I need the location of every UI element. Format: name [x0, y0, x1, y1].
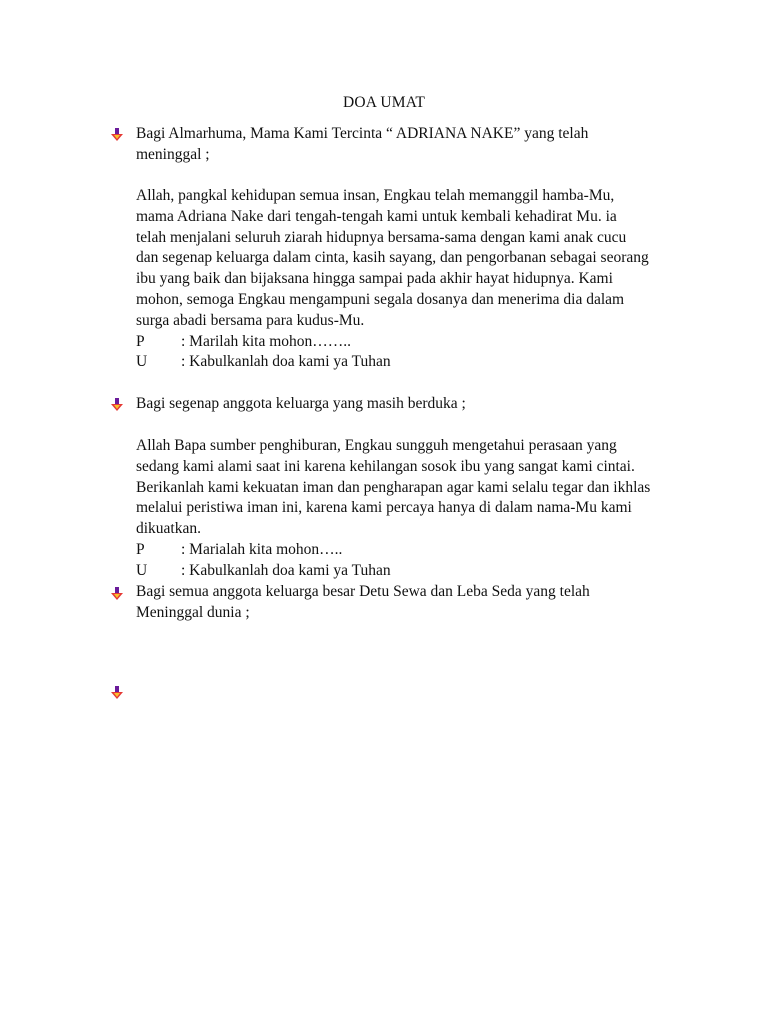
- response-text: : Marialah kita mohon…..: [181, 540, 343, 558]
- response-speaker: P: [136, 540, 145, 558]
- response-speaker: U: [136, 561, 148, 579]
- arrow-bullet-icon: [110, 587, 124, 601]
- response-speaker: P: [136, 332, 145, 350]
- intention-3-heading: Bagi semua anggota keluarga besar Detu Sewa dan Leba Seda yang telah Meninggal dunia ;: [136, 583, 590, 621]
- intention-2-heading: Bagi segenap anggota keluarga yang masih berduka ;: [136, 395, 466, 412]
- response-text: : Kabulkanlah doa kami ya Tuhan: [181, 353, 391, 371]
- response-line: [136, 352, 696, 373]
- response-text: : Kabulkanlah doa kami ya Tuhan: [181, 561, 391, 579]
- intention-1-prayer: Allah, pangkal kehidupan semua insan, Engkau telah memanggil hamba-Mu, mama Adriana Nake dari tengah-tengah kami untuk kembali kehadirat Mu. ia telah menjalani seluruh ziarah hidupnya bersama-sama dengan kami anak cucu dan segenap keluarga dalam cinta, kasih sayang, dan pengorbanan sebagai seorang ibu yang baik dan bijaksana hingga sampai pada akhir hayat hidupnya. Kami mohon, semoga Engkau mengampuni segala dosanya dan menerima dia dalam surga abadi bersama para kudus-Mu. P : Marilah kita mohon…….. U : Kabulkanlah doa kami ya Tuhan: [136, 186, 696, 373]
- response-text: : Marilah kita mohon……..: [181, 332, 352, 350]
- arrow-bullet-icon: [110, 398, 124, 412]
- arrow-bullet-icon: [110, 128, 124, 142]
- intention-1-heading: Bagi Almarhuma, Mama Kami Tercinta “ ADRIANA NAKE” yang telah meninggal ;: [136, 125, 589, 163]
- response-line: [136, 561, 696, 582]
- response-speaker: U: [136, 353, 148, 371]
- intention-2-prayer: Allah Bapa sumber penghiburan, Engkau sungguh mengetahui perasaan yang sedang kami alami saat ini karena kehilangan sosok ibu yang sangat kami cintai. Berikanlah kami kekuatan iman dan pengharapan agar kami selalu tegar dan ikhlas melalui peristiwa iman ini, karena kami percaya hanya di dalam nama-Mu kami dikuatkan. P : Marialah kita mohon….. U : Kabulkanlah doa kami ya Tuhan: [136, 436, 696, 582]
- arrow-bullet-icon: [110, 686, 124, 700]
- response-line: [136, 540, 696, 561]
- response-line: [136, 332, 696, 353]
- document-title: DOA UMAT: [342, 94, 426, 111]
